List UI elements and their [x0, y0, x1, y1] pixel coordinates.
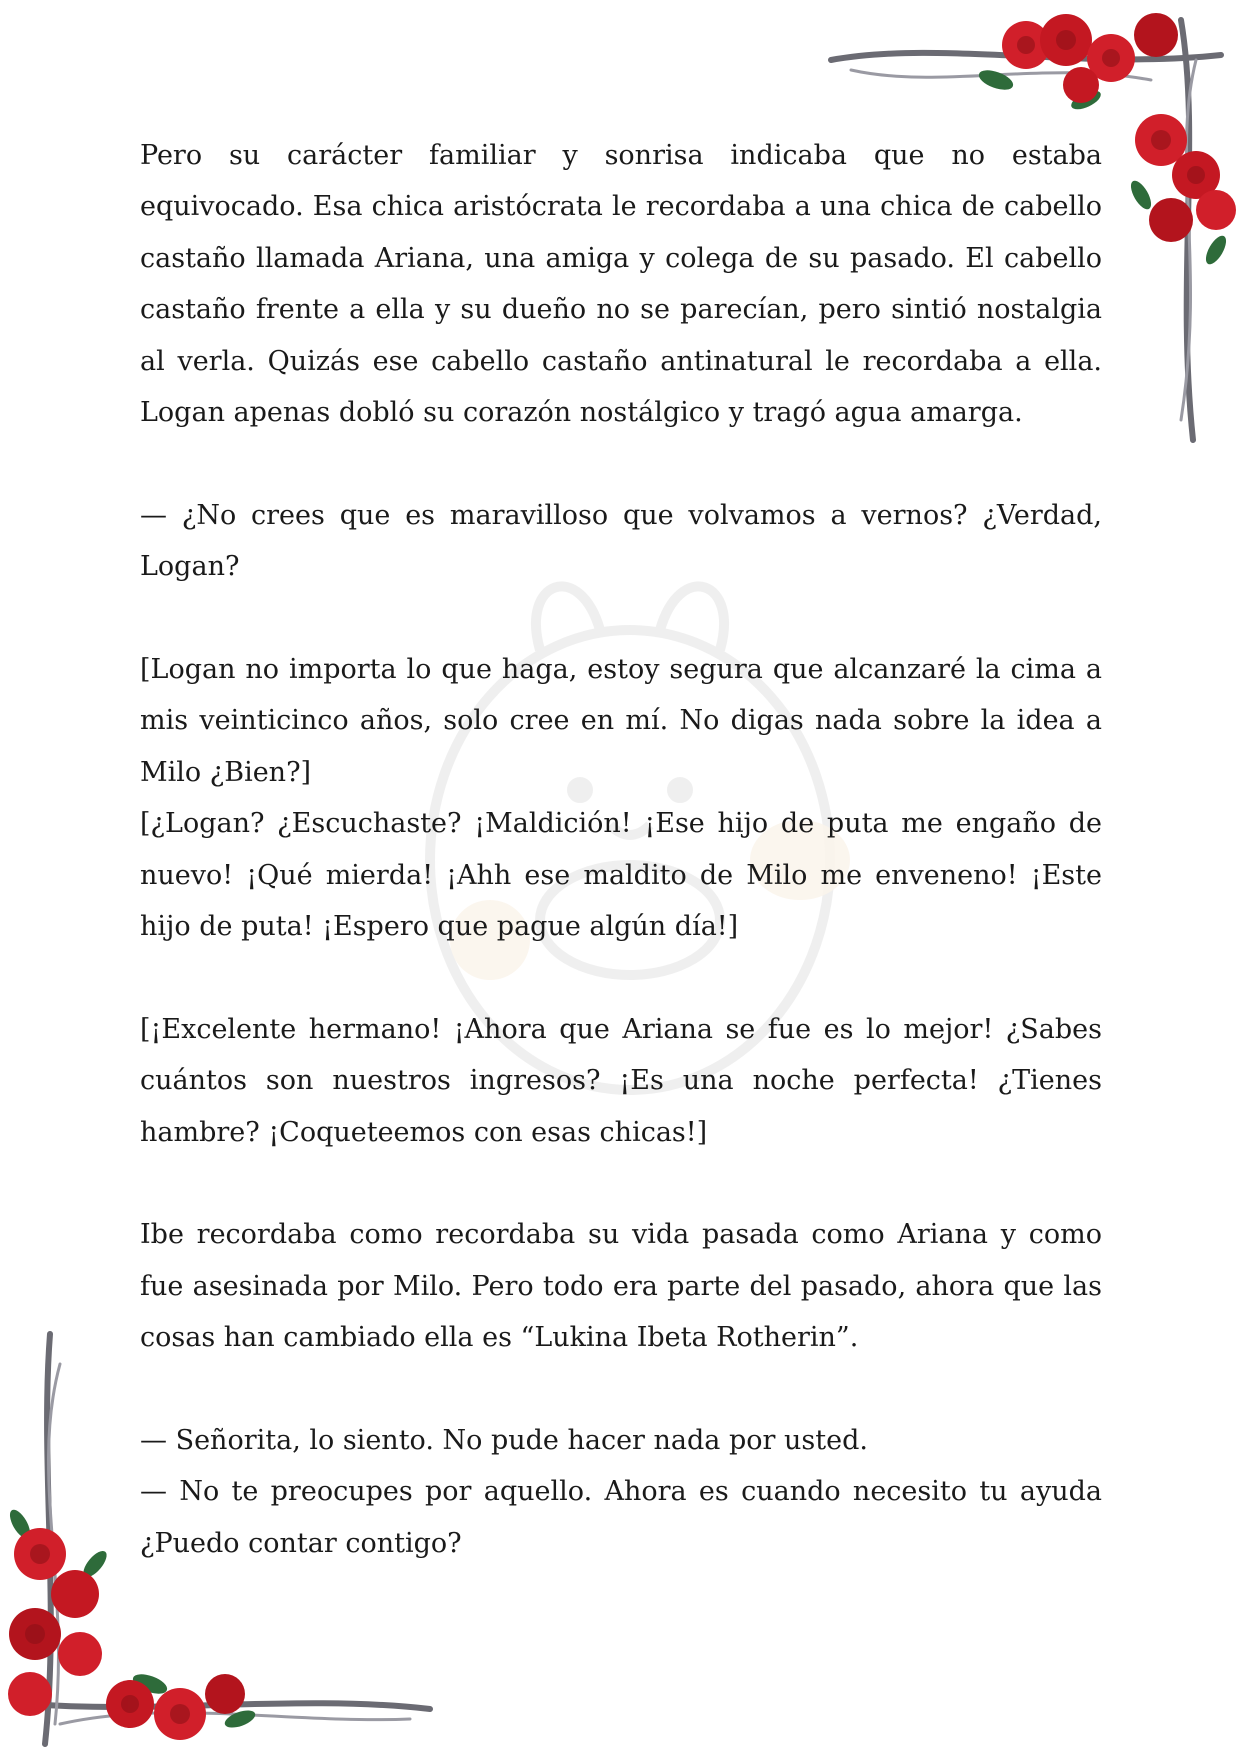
- dialogue-line: — ¿No crees que es maravilloso que volvamos a vernos? ¿Verdad, Logan?: [140, 499, 1102, 583]
- paragraph: Pero su carácter familiar y sonrisa indicaba que no estaba equivocado. Esa chica aristócrata le recordaba a una chica de cabello castaño llamada Ariana, una amiga y colega de su pasado. El cabello castaño frente a ella y su dueño no se parecían, pero sintió nostalgia al verla. Quizás ese cabello castaño antinatural le recordaba a ella. Logan apenas dobló su corazón nostálgico y tragó agua amarga.: [140, 140, 1102, 429]
- paragraph-spacer: [140, 438, 1102, 489]
- paragraph: Ibe recordaba como recordaba su vida pasada como Ariana y como fue asesinada por Milo. Pero todo era parte del pasado, ahora que las cosas han cambiado ella es “Lukina Ibeta Rotherin”.: [140, 1219, 1102, 1354]
- paragraph-spacer: [140, 952, 1102, 1003]
- memory-quote: [¿Logan? ¿Escuchaste? ¡Maldición! ¡Ese hijo de puta me engaño de nuevo! ¡Qué mierda! ¡Ahh ese maldito de Milo me enveneno! ¡Este hijo de puta! ¡Espero que pague algún día!]: [140, 808, 1102, 943]
- paragraph-spacer: [140, 1158, 1102, 1209]
- dialogue-line: — Señorita, lo siento. No pude hacer nada por usted.: [140, 1425, 868, 1457]
- dialogue-line: — No te preocupes por aquello. Ahora es cuando necesito tu ayuda ¿Puedo contar contigo?: [140, 1476, 1102, 1559]
- memory-quote: [¡Excelente hermano! ¡Ahora que Ariana se fue es lo mejor! ¿Sabes cuántos son nuestros ingresos? ¡Es una noche perfecta! ¿Tienes hambre? ¡Coqueteemos con esas chicas!]: [140, 1013, 1102, 1148]
- memory-quote: [Logan no importa lo que haga, estoy segura que alcanzaré la cima a mis veinticinco años, solo cree en mí. No digas nada sobre la idea a Milo ¿Bien?]: [140, 654, 1102, 788]
- document-body: [140, 130, 1102, 1569]
- paragraph-spacer: [140, 593, 1102, 644]
- paragraph-spacer: [140, 1364, 1102, 1415]
